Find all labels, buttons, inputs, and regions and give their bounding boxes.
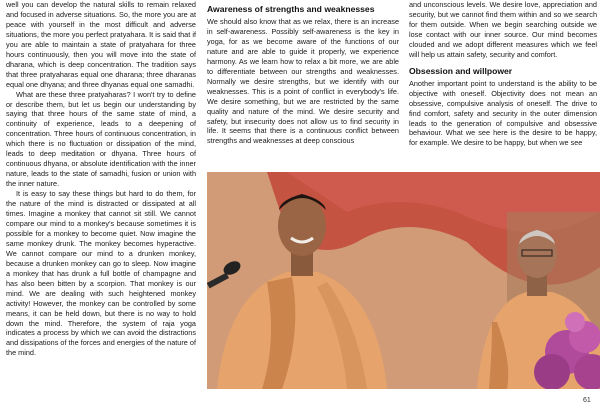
photograph-two-swamis: [207, 172, 600, 389]
paragraph: Another important point to understand is the ability to be objective with oneself. Objectivity does not mean an obsessive, compulsive analysis of oneself. The drive to find comfort, safety and security in the outer dimension leads to the generation of compulsive and obsessive behaviour. What we see here is the desire to be happy, for example. We desire to be happy, but when we see: [409, 78, 597, 148]
middle-text-column: [207, 4, 399, 166]
left-text-column: [6, 0, 196, 398]
paragraph: It is easy to say these things but hard to do them, for the nature of the mind is distracted or dissipated at all times. Imagine a monkey that cannot sit still. We cannot compare our mind to a monkey's because sometimes it is possible for a monkey to become quiet. Now imagine the same monkey drunk. The monkey becomes hyperactive. We cannot compare our mind to a drunken monkey, because a drunken monkey can go to sleep. Now imagine a monkey that has drunk a full bottle of champagne and has also been bitten by a scorpion. That monkey is our mind. We are dealing with such heightened monkey activity! However, the monkey can be controlled by some means, it can be held down, but there is no way to hold down the mind. Therefore, the system of raja yoga indicates a process by which we can avoid the distractions and dissipations of the forces and energies of the nature of the mind.: [6, 189, 196, 358]
page-number: 61: [583, 397, 591, 404]
section-heading: Obsession and willpower: [409, 65, 513, 76]
paragraph: What are these three pratyaharas? I won't try to define or describe them, but let us begin our understanding by saying that three hours of the same state of mind, a continuity of experience, leads to a deepening of concentration. Three hours of continuous concentration, in which there is no fluctuation or dissipation of the mind, leads to deep meditation or dhyana. Three hours of continuous dhyana, or absolute identification with the inner nature, leads to the state of samadhi, fusion or union with the inner nature.: [6, 89, 196, 189]
section-heading: Awareness of strengths and weaknesses: [207, 4, 375, 14]
paragraph: well you can develop the natural skills to remain relaxed and focused in adverse situations. So, the more you are at peace with yourself in the most difficult and adverse situations, the more you perfect pratyahara. It is said that if you are able to maintain a state of pratyahara for three hours continuously, then you will move into the state of dharana, which is deep concentration. The tradition says that three pratyaharas equal one dharana; three dharanas equal one dhyana; and three dhyanas equal one samadhi.: [6, 0, 196, 89]
right-text-column: [409, 0, 597, 166]
photo-illustration: [207, 172, 600, 389]
paragraph: and unconscious levels. We desire love, appreciation and security, but we cannot find them within and so we search for them outside. When we begin searching outside we lose contact with our inner source. Our mind becomes clouded and we adopt different measures which we feel will help us attain safety, security and comfort.: [409, 0, 597, 59]
paragraph: We should also know that as we relax, there is an increase in self-awareness. Possibly self-awareness is the key in yoga, for as we become aware of the functions of our nature and are able to guide it properly, we experience harmony. As we learn how to relax a bit more, we are able to differentiate between our strengths and weaknesses. Normally we desire strengths, but we identify with our weaknesses. This is a point of conflict in everybody's life. We desire something, but we are restricted by the same quality and nature of the mind. We desire security and safety, but insecurity does not allow us to find security in life. It seems that there is a continuous conflict between strengths and weaknesses at deep conscious: [207, 17, 399, 146]
